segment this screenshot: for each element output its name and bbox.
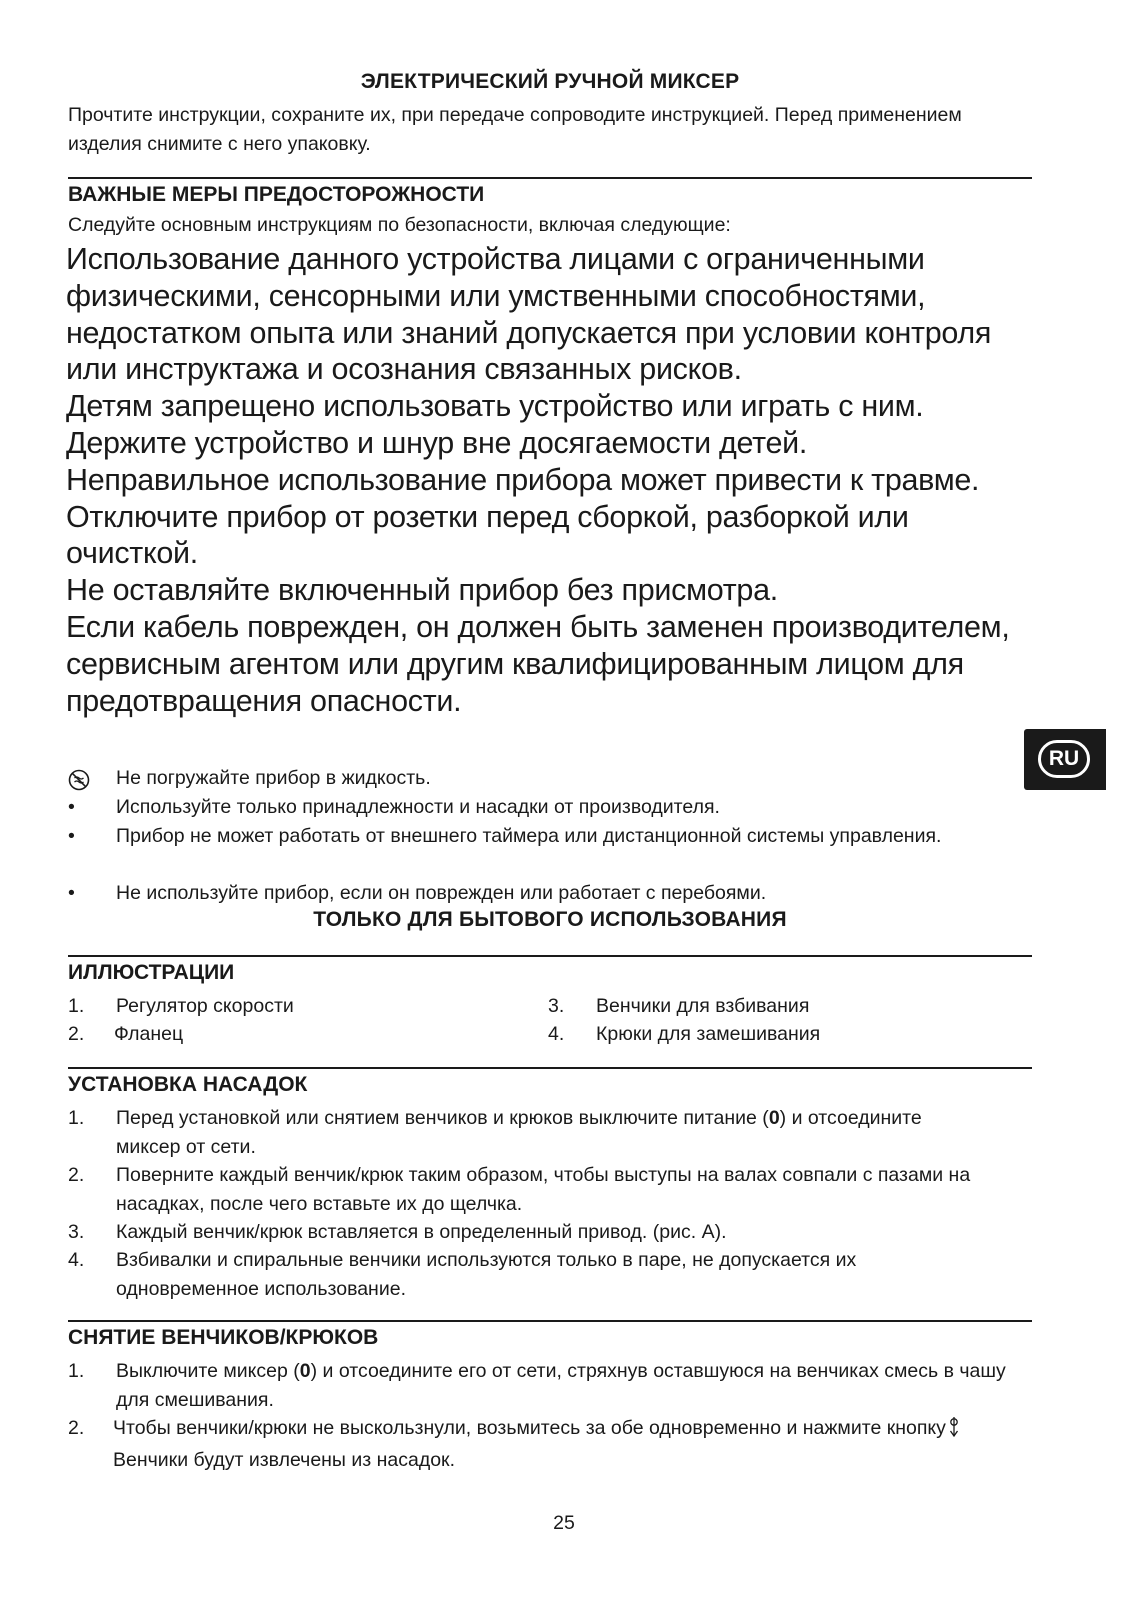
- warning-paragraph: Неправильное использование прибора может привести к травме.: [66, 462, 980, 497]
- item-text: [116, 1357, 1006, 1414]
- list-item: [68, 1104, 1032, 1161]
- item-text-part: Чтобы венчики/крюки не выскользнули, возьмитесь за обе одновременно и нажмите кнопку: [113, 1417, 946, 1439]
- page-number: 25: [553, 1512, 575, 1534]
- list-item-text: Используйте только принадлежности и насадки от производителя.: [116, 796, 720, 818]
- safety-warnings: [66, 241, 1046, 719]
- item-text: Взбивалки и спиральные венчики используются только в паре, не допускается их одновременное использование.: [116, 1249, 857, 1300]
- item-number: 1.: [68, 995, 85, 1017]
- item-number: 3.: [68, 1221, 85, 1243]
- list-item: [68, 1218, 1032, 1246]
- item-number: 2.: [68, 1023, 85, 1045]
- item-number: 3.: [548, 995, 565, 1017]
- item-number: 1.: [68, 1107, 85, 1129]
- item-text: Фланец: [114, 1023, 184, 1045]
- list-item: [68, 879, 1032, 907]
- item-text: Поверните каждый венчик/крюк таким образом, чтобы выступы на валах совпали с пазами на насадках, после чего вставьте их до щелчка.: [116, 1164, 971, 1215]
- off-position-label: 0: [299, 1360, 311, 1382]
- warning-paragraph: Отключите прибор от розетки перед сборкой, разборкой или очисткой.: [66, 499, 909, 571]
- warning-paragraph: Не оставляйте включенный прибор без присмотра.: [66, 573, 778, 608]
- item-number: 2.: [68, 1417, 85, 1439]
- language-tab: [1024, 729, 1106, 790]
- bullet-mark: •: [68, 882, 75, 904]
- item-text: Каждый венчик/крюк вставляется в определенный привод. (рис. A).: [116, 1221, 727, 1243]
- item-text-part: Перед установкой или снятием венчиков и крюков выключите питание (: [116, 1107, 769, 1129]
- list-item-text: Не используйте прибор, если он поврежден или работает с перебоями.: [116, 882, 767, 904]
- illustrations-heading: ИЛЛЮСТРАЦИИ: [68, 961, 235, 984]
- list-item: [68, 1414, 1032, 1471]
- section-divider: [68, 1320, 1032, 1322]
- item-text-part: Выключите миксер (: [116, 1360, 300, 1382]
- section-divider: [68, 955, 1032, 957]
- list-item: [68, 1246, 1032, 1303]
- list-item: [548, 992, 1028, 1020]
- warning-paragraph: Использование данного устройства лицами с ограниченными физическими, сенсорными или умственными способностями, недостатком опыта или знаний допускается при условии контроля или инструктажа и осознания связанных рисков.: [66, 242, 992, 387]
- bullet-mark: •: [68, 825, 75, 847]
- off-position-label: 0: [768, 1107, 780, 1129]
- list-item: [68, 764, 1032, 792]
- warning-paragraph: Держите устройство и шнур вне досягаемости детей.: [66, 425, 808, 460]
- document-title: ЭЛЕКТРИЧЕСКИЙ РУЧНОЙ МИКСЕР: [360, 70, 740, 93]
- warning-paragraph: Если кабель поврежден, он должен быть заменен производителем, сервисным агентом или другим квалифицированным лицом для предотвращения опасности.: [66, 609, 1010, 718]
- list-item-text: Прибор не может работать от внешнего таймера или дистанционной системы управления.: [116, 825, 942, 847]
- item-text: [113, 1414, 1028, 1474]
- bullet-mark: •: [68, 796, 75, 818]
- list-item: [68, 992, 548, 1020]
- item-number: 1.: [68, 1360, 85, 1382]
- warning-paragraph: Детям запрещено использовать устройство или играть с ним.: [66, 389, 924, 424]
- safety-heading: ВАЖНЫЕ МЕРЫ ПРЕДОСТОРОЖНОСТИ: [68, 183, 485, 206]
- item-text: Регулятор скорости: [116, 995, 294, 1017]
- household-use-notice: ТОЛЬКО ДЛЯ БЫТОВОГО ИСПОЛЬЗОВАНИЯ: [313, 908, 787, 931]
- list-item: [548, 1020, 1028, 1048]
- intro-paragraph: Прочтите инструкции, сохраните их, при передаче сопроводите инструкцией. Перед применением изделия снимите с него упаковку.: [68, 104, 962, 155]
- removal-heading: СНЯТИЕ ВЕНЧИКОВ/КРЮКОВ: [68, 1326, 379, 1349]
- item-number: 4.: [68, 1249, 85, 1271]
- item-text: Венчики для взбивания: [596, 995, 810, 1017]
- item-text: Крюки для замешивания: [596, 1023, 821, 1045]
- list-item: [68, 1357, 1032, 1414]
- list-item: [68, 1161, 1032, 1218]
- item-text-part: ) и отсоедините миксер от сети.: [116, 1107, 922, 1158]
- item-number: 4.: [548, 1023, 565, 1045]
- item-number: 2.: [68, 1164, 85, 1186]
- list-item: [68, 793, 1032, 821]
- section-divider: [68, 1067, 1032, 1069]
- install-heading: УСТАНОВКА НАСАДОК: [68, 1073, 308, 1096]
- item-text-part: ) и отсоедините его от сети, стряхнув оставшуюся на венчиках смесь в чашу для смешивания.: [116, 1360, 1006, 1411]
- item-text: [116, 1104, 986, 1161]
- list-item: [68, 1020, 548, 1048]
- section-divider: [68, 177, 1032, 179]
- list-item: [68, 822, 1032, 879]
- language-code: RU: [1038, 740, 1090, 778]
- list-item-text: Не погружайте прибор в жидкость.: [116, 767, 431, 789]
- safety-lead: Следуйте основным инструкциям по безопасности, включая следующие:: [68, 214, 731, 236]
- item-text-part: Венчики будут извлечены из насадок.: [113, 1448, 455, 1471]
- eject-button-icon: [948, 1417, 960, 1446]
